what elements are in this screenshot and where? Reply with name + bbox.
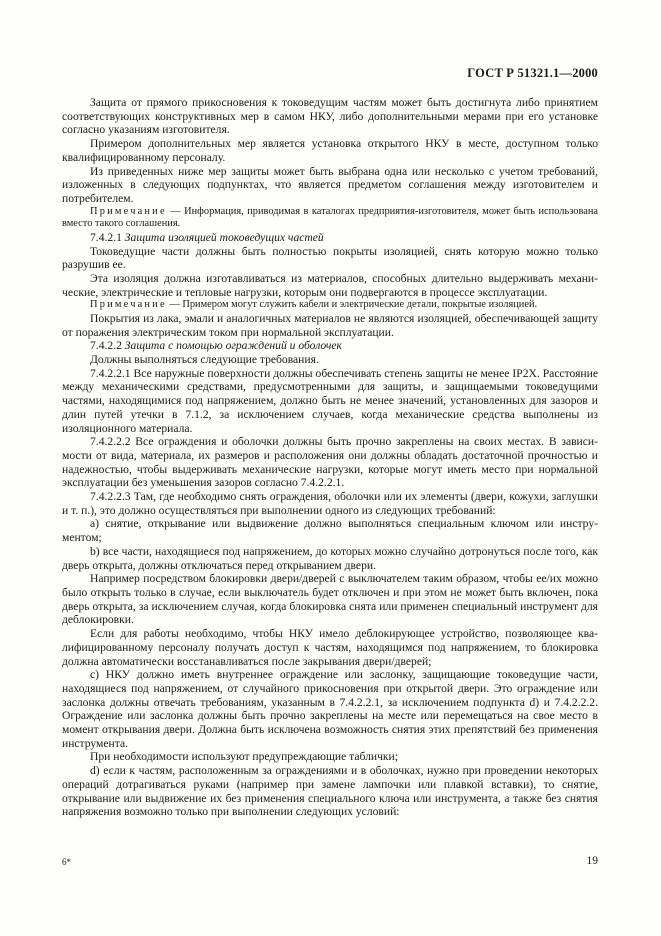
section-number: 7.4.2.2 bbox=[90, 339, 125, 353]
paragraph: Из приведенных ниже мер защиты может быть выбрана одна или несколько с учетом требований, изложенных в следующих подпунктах, что является предметом соглашения между изготовителем и потребителем. bbox=[62, 164, 598, 205]
note-text: — Информация, приводимая в каталогах предприятия-изготовителя, может быть использована вместо такого соглашения. bbox=[62, 205, 598, 230]
note-text: — Примером могут служить кабели и электрические детали, покрытые изоляцией. bbox=[166, 299, 538, 311]
paragraph: При необходимости используют предупреждающие таблички; bbox=[90, 750, 398, 764]
footer-signature-mark: 6* bbox=[62, 857, 71, 867]
page-number: 19 bbox=[586, 855, 598, 867]
note-2 bbox=[62, 299, 598, 312]
list-item-b: b) все части, находящиеся под напряжением, до которых можно случайно дотронуться после того, как дверь открыта, должны отключаться перед открыванием двери. bbox=[62, 544, 598, 572]
document-body bbox=[62, 96, 598, 819]
section-title: Защита с помощью ограждений и оболочек bbox=[124, 339, 342, 353]
paragraph: Примером дополнительных мер является установка открытого НКУ в месте, доступном только квалифицированному персоналу. bbox=[62, 137, 598, 164]
list-item-d: d) если к частям, расположенным за ограждениями и в оболочках, нужно при проведении некоторых операций дотрагиваться руками (например при замене лампочки или плавкой вставки), то снятие, открывание или выдвижение их без применения специального ключа или инструмента, а также без снятия напряжения возможно только при выполнении следующих условий: bbox=[62, 764, 598, 819]
paragraph: Эта изоляция должна изготавливаться из материалов, способных длительно выдерживать механические, электрические и тепловые нагрузки, которым они подвергаются в процессе эксплуатации. bbox=[62, 271, 598, 299]
paragraph: Например посредством блокировки двери/дверей с выключателем таким образом, чтобы ее/их можно было открыть только в случае, если выключатель будет отключен и при этом не может быть включен, пока дверь открыта, за исключением случая, когда блокировка снята или применен специальный инструмент для деблокировки. bbox=[62, 572, 598, 627]
note-lead: Примечание bbox=[90, 205, 167, 217]
paragraph: 7.4.2.2.1 Все наружные поверхности должны обеспечивать степень защиты не менее IP2X. Расстояние между механическими средствами, предусмотренными для защиты, и защищаемыми токоведущими частями, находящимися под напряжением, должно быть не менее значений, установленных для зазоров и длин путей утечки в 7.1.2, за исключением случаев, когда механические средства выполнены из изоляционного материала. bbox=[62, 366, 598, 435]
paragraph: Должны выполняться следующие требования. bbox=[90, 353, 319, 367]
page-header-standard: ГОСТ Р 51321.1—2000 bbox=[467, 66, 598, 80]
list-item-c: c) НКУ должно иметь внутреннее ограждение или заслонку, защищающие токоведущие части, находящиеся под напряжением, от случайного прикосновения при открытой двери. Это ограждение или заслонка должны отвечать требованиям, указанным в 7.4.2.2.1, за исключением подпункта d) и 7.4.2.2.2. Ограждение или заслонка должны быть прочно закреплены на месте или перемещаться на свое место в момент открывания двери. Должна быть исключена возможность снятия этих препятствий без применения инструмента. bbox=[62, 668, 598, 750]
list-item-a: a) снятие, открывание или выдвижение должно выполняться специальным ключом или инструментом; bbox=[62, 517, 598, 545]
paragraph: 7.4.2.2.2 Все ограждения и оболочки должны быть прочно закреплены на своих местах. В зависимости от вида, материала, их размеров и расположения они должны обладать достаточной прочностью и надежностью, чтобы выдерживать механические нагрузки, которые могут иметь место при нормальной эксплуатации без уменьшения зазоров согласно 7.4.2.2.1. bbox=[62, 435, 598, 490]
section-number: 7.4.2.1 bbox=[90, 230, 125, 244]
section-heading-7422 bbox=[62, 339, 598, 353]
paragraph: Защита от прямого прикосновения к токоведущим частям может быть достигнута либо принятием соответствующих конструктивных мер в самом НКУ, либо дополнительными мерами при его установке согласно указаниям изготовителя. bbox=[62, 96, 598, 137]
paragraph: Токоведущие части должны быть полностью покрыты изоляцией, снять которую можно только разрушив ее. bbox=[62, 244, 598, 272]
section-title: Защита изоляцией токоведущих частей bbox=[124, 230, 324, 244]
section-heading-7421 bbox=[62, 231, 598, 245]
paragraph: Покрытия из лака, эмали и аналогичных материалов не являются изоляцией, обеспечивающей защиту от поражения электрическим током при нормальной эксплуатации. bbox=[62, 311, 598, 339]
note-1 bbox=[62, 206, 598, 231]
note-lead: Примечание bbox=[90, 299, 167, 311]
paragraph: 7.4.2.2.3 Там, где необходимо снять ограждения, оболочки или их элементы (двери, кожухи, заглушки и т. п.), это должно осуществляться при выполнении одного из следующих требований: bbox=[62, 490, 598, 517]
paragraph: Если для работы необходимо, чтобы НКУ имело деблокирующее устройство, позволяющее квалифицированному персоналу получать доступ к частям, находящимся под напряжением, то блокировка должна автоматически восстанавливаться после закрывания двери/дверей; bbox=[62, 627, 598, 668]
